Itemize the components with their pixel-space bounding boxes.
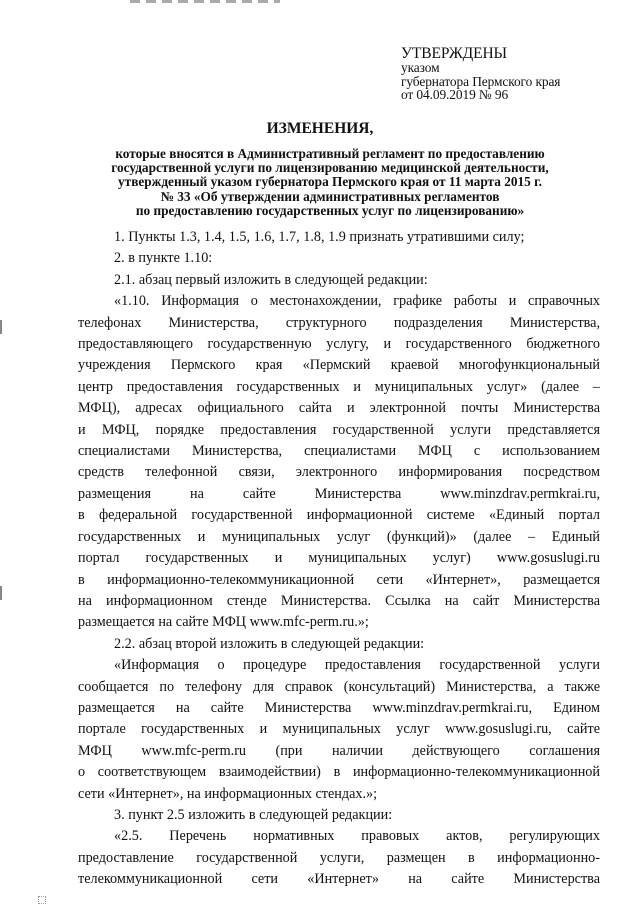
paragraph-line: специалистами Министерства, специалистами МФЦ с использованием: [78, 443, 600, 460]
paragraph-line: сообщается по телефону для справок (консультаций) Министерства, а также: [78, 678, 600, 695]
approval-stamp: [401, 46, 560, 102]
approval-date-line: от 04.09.2019 № 96: [401, 87, 509, 103]
paragraph-line: сети «Интернет», на информационных стендах.»;: [78, 785, 378, 802]
paragraph-line: 2.2. абзац второй изложить в следующей редакции:: [114, 635, 425, 652]
paragraph-line: портал государственных и муниципальных услуг) www.gosuslugi.ru: [78, 550, 600, 567]
paragraph-line: центр предоставления государственных и муниципальных услуг» (далее –: [78, 378, 600, 395]
paragraph-line: о соответствующем взаимодействии) в информационно-телекоммуникационной: [78, 764, 600, 781]
paragraph-line: средств телефонной связи, электронного информирования посредством: [78, 464, 600, 481]
document-body: [78, 227, 600, 891]
paragraph-line: «Информация о процедуре предоставления государственной услуги: [114, 657, 600, 674]
paragraph-line: МФЦ), адресах официального сайта и электронной почты Министерства: [78, 400, 600, 417]
subtitle-line: по предоставлению государственных услуг по лицензированию»: [135, 202, 525, 218]
paragraph-line: на информационном стенде Министерства. Ссылка на сайт Министерства: [78, 592, 600, 609]
document-title: ИЗМЕНЕНИЯ,: [266, 120, 374, 137]
paragraph-line: 2.1. абзац первый изложить в следующей редакции:: [114, 271, 428, 288]
scan-artifact-top: [130, 0, 280, 3]
paragraph-line: МФЦ www.mfc-perm.ru (при наличии действующего соглашения: [78, 742, 600, 759]
approval-heading: УТВЕРЖДЕНЫ: [401, 45, 507, 62]
paragraph-line: размещается на сайте Министерства www.minzdrav.permkrai.ru, Едином: [78, 699, 600, 716]
paragraph-line: предоставляющего государственную услугу, и государственного бюджетного: [78, 336, 600, 353]
document-subtitle: [60, 147, 600, 218]
paragraph-line: размещается на сайте МФЦ www.mfc-perm.ru.»;: [78, 614, 369, 631]
paragraph-line: «2.5. Перечень нормативных правовых актов, регулирующих: [114, 828, 600, 845]
paragraph-line: «1.10. Информация о местонахождении, графике работы и справочных: [114, 293, 600, 310]
scan-artifact-edge: [0, 586, 2, 600]
paragraph-line: государственных и муниципальных услуг (функций)» (далее – Единый: [78, 528, 600, 545]
paragraph-line: 2. в пункте 1.10:: [114, 250, 213, 267]
approval-line: указом: [401, 60, 440, 75]
paragraph-line: учреждения Пермского края «Пермский краевой многофункциональный: [78, 357, 600, 374]
paragraph-line: размещения на сайте Министерства www.minzdrav.permkrai.ru,: [78, 485, 600, 502]
paragraph-line: телефонах Министерства, структурного подразделения Министерства,: [78, 314, 600, 331]
paragraph-line: 1. Пункты 1.3, 1.4, 1.5, 1.6, 1.7, 1.8, 1.9 признать утратившими силу;: [114, 229, 525, 245]
paragraph-line: портале государственных и муниципальных услуг www.gosuslugi.ru, сайте: [78, 721, 600, 738]
paragraph-line: и МФЦ, порядке предоставления государственной услуги представляется: [78, 421, 600, 438]
paragraph-line: 3. пункт 2.5 изложить в следующей редакции:: [114, 806, 393, 823]
paragraph-line: в федеральной государственной информационной системе «Единый портал: [78, 507, 600, 524]
paragraph-line: телекоммуникационной сети «Интернет» на сайте Министерства: [78, 871, 600, 888]
subtitle-line: государственной услуги по лицензированию медицинской деятельности,: [111, 160, 549, 176]
approval-line: губернатора Пермского края: [401, 73, 561, 89]
subtitle-line: утвержденный указом губернатора Пермского края от 11 марта 2015 г.: [118, 174, 542, 190]
subtitle-line: которые вносятся в Административный регламент по предоставлению: [115, 146, 545, 161]
scan-artifact-bottom: [38, 896, 46, 904]
subtitle-line: № 33 «Об утверждении административных регламентов: [160, 188, 500, 204]
paragraph-line: предоставление государственной услуги, размещен в информационно-: [78, 849, 600, 866]
paragraph-line: в информационно-телекоммуникационной сети «Интернет», размещается: [78, 571, 600, 588]
scan-artifact-edge: [0, 320, 2, 334]
